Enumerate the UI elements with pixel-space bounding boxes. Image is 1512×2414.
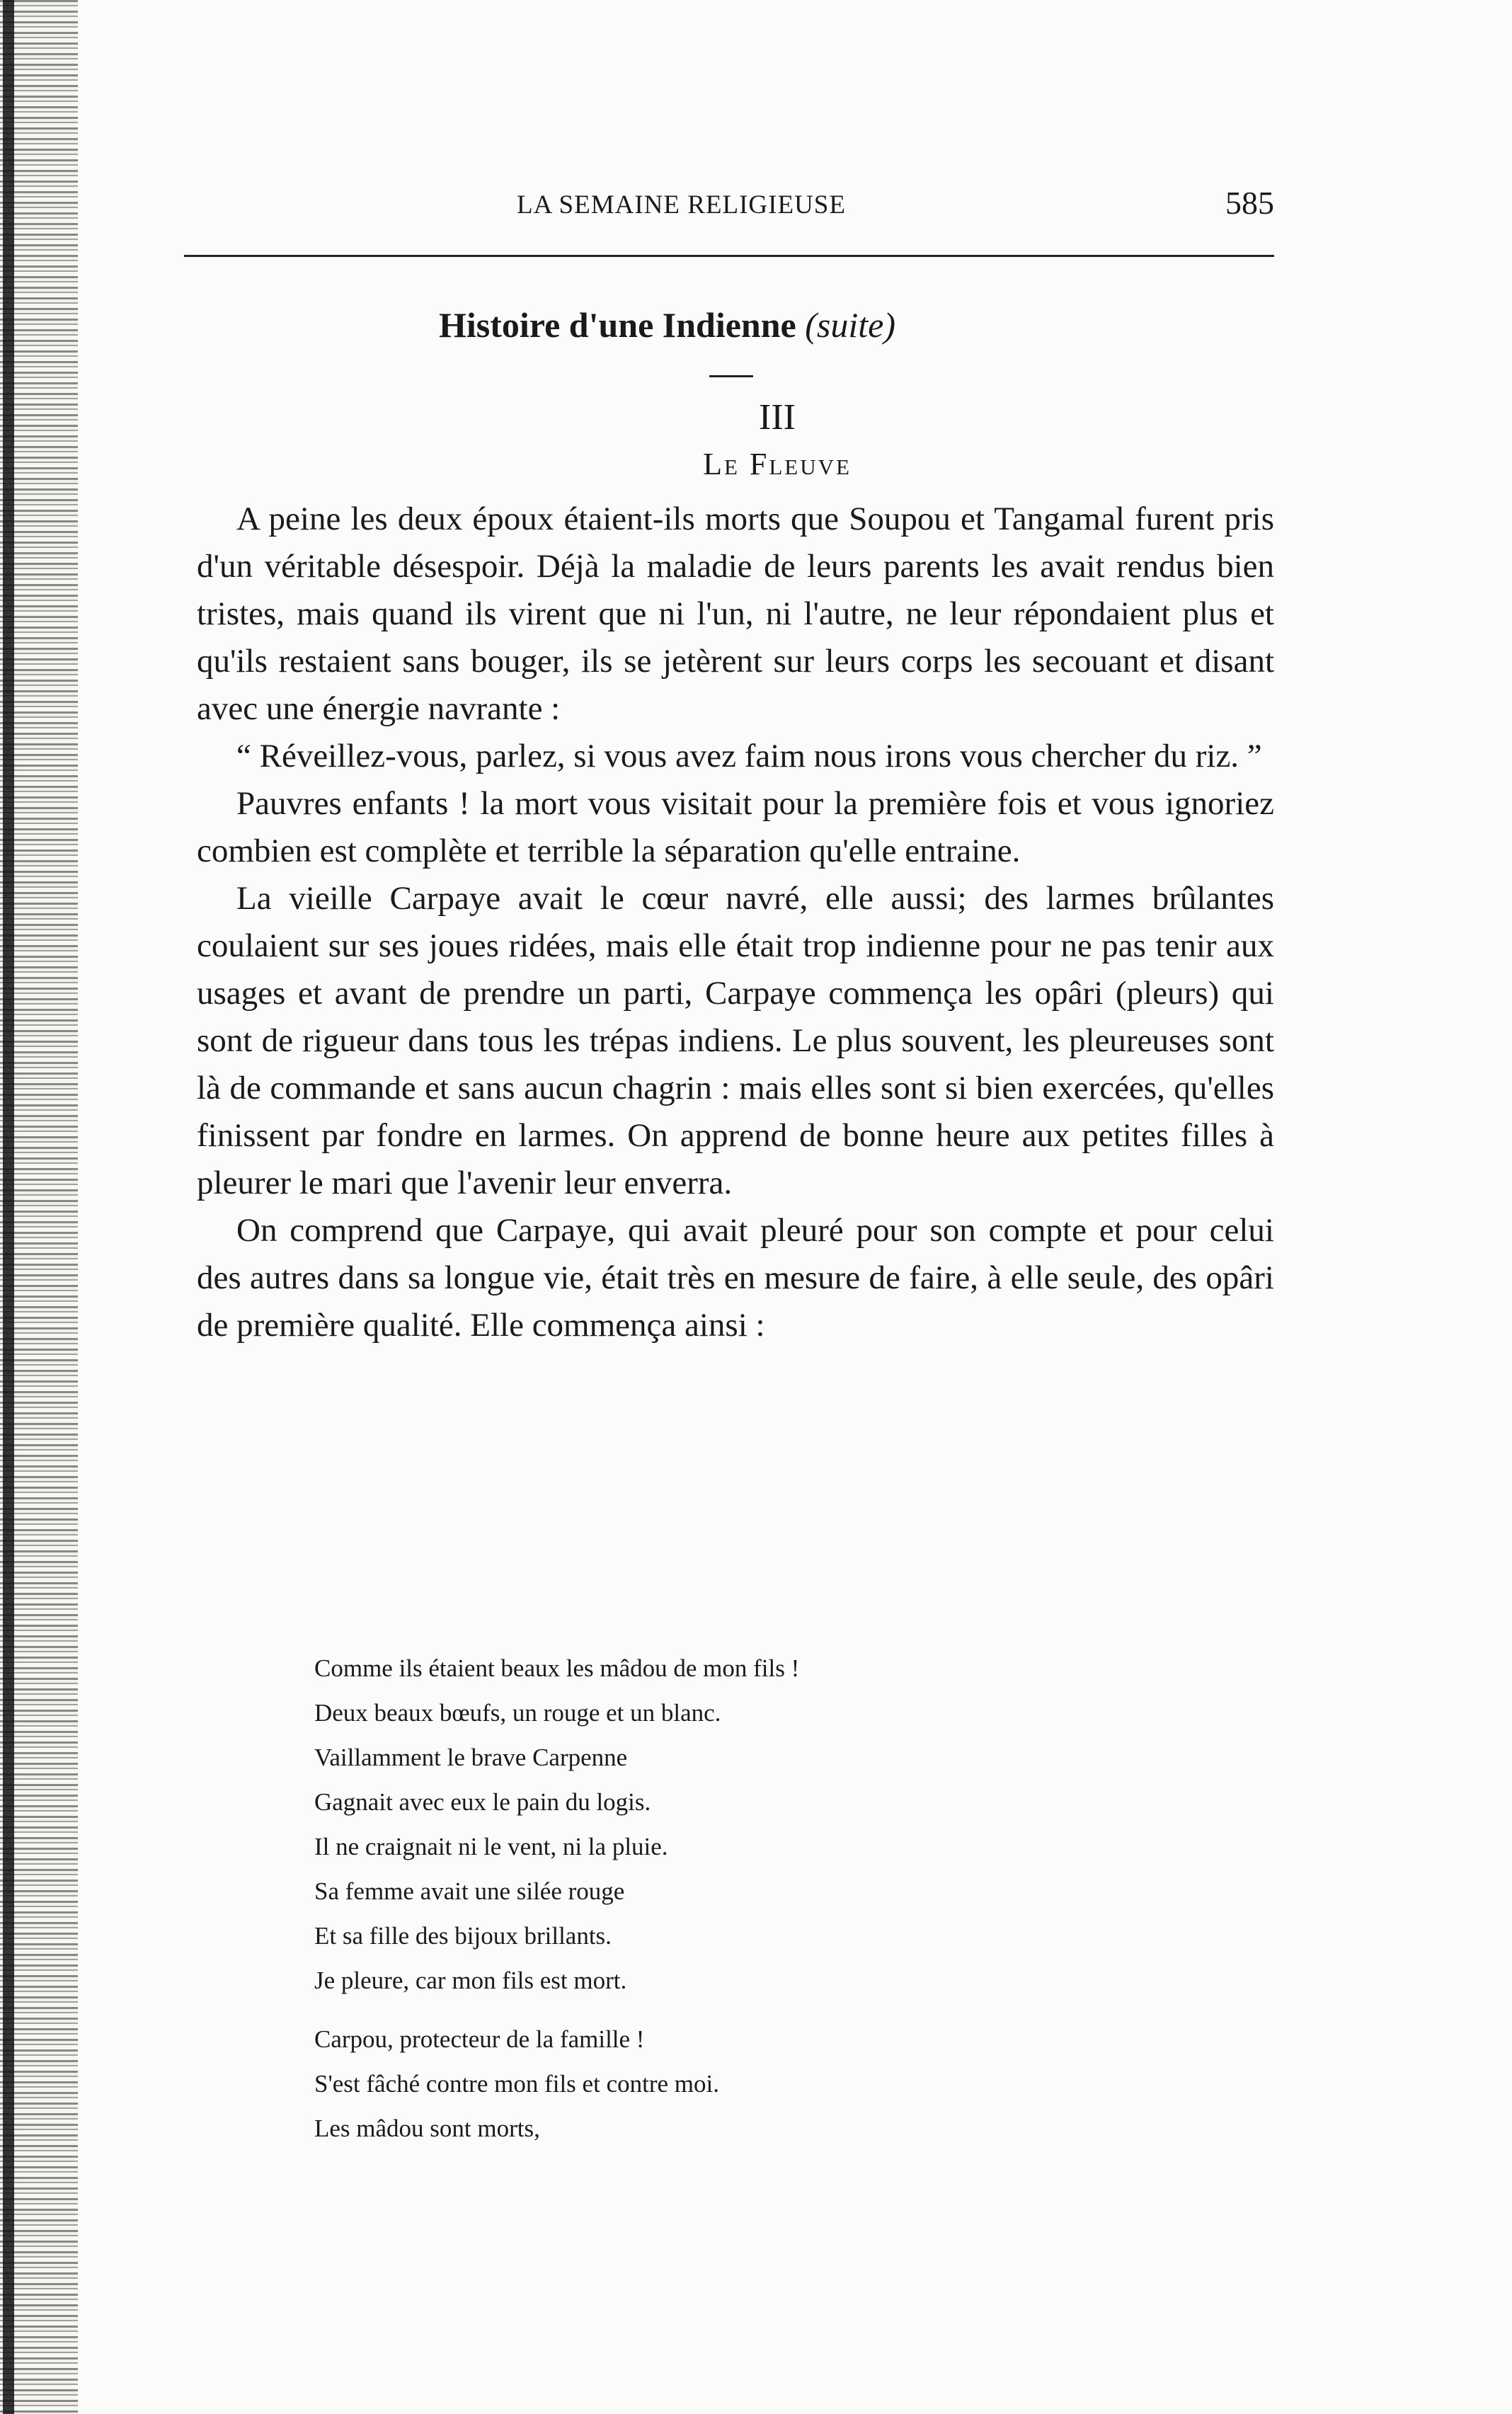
paragraph: “ Réveillez-vous, parlez, si vous avez faim nous irons vous chercher du riz. ” xyxy=(236,738,1262,774)
article-body xyxy=(197,496,1274,1349)
poem-line: Deux beaux bœufs, un rouge et un blanc. xyxy=(314,1699,721,1727)
poem-line: Vaillamment le brave Carpenne xyxy=(314,1744,628,1771)
article-title-text: Histoire d'une Indienne xyxy=(439,305,796,345)
paragraph: La vieille Carpaye avait le cœur navré, elle aussi; des larmes brûlantes coulaient sur ses joues ridées, mais elle était trop indienne pour ne pas tenir aux usages et avant de prendre un parti, Carpaye commença les opâri (pleurs) qui sont de rigueur dans tous les trépas indiens. Le plus souvent, les pleureuses sont là de commande et sans aucun chagrin : mais elles sont si bien exercées, qu'elles finissent par fondre en larmes. On apprend de bonne heure aux petites filles à pleurer le mari que l'avenir leur enverra. xyxy=(197,880,1274,1201)
poem-line: Carpou, protecteur de la famille ! xyxy=(314,2025,645,2053)
article-title-suffix: (suite) xyxy=(805,305,895,345)
section-dash xyxy=(709,375,753,377)
poem-stanza xyxy=(314,1646,1164,2003)
page-number: 585 xyxy=(1225,185,1274,221)
poem-line: Les mâdou sont morts, xyxy=(314,2115,540,2142)
binding-shadow xyxy=(3,0,14,2414)
poem-line: Comme ils étaient beaux les mâdou de mon fils ! xyxy=(314,1654,800,1682)
poem-line: Il ne craignait ni le vent, ni la pluie. xyxy=(314,1833,668,1860)
poem-line: Et sa fille des bijoux brillants. xyxy=(314,1922,612,1950)
article-title xyxy=(439,304,895,345)
poem-line: S'est fâché contre mon fils et contre moi. xyxy=(314,2070,719,2098)
poem-stanza xyxy=(314,2017,1164,2151)
poem-line: Je pleure, car mon fils est mort. xyxy=(314,1967,627,1994)
header-rule xyxy=(184,255,1274,257)
poem-line: Sa femme avait une silée rouge xyxy=(314,1877,625,1905)
section-title: Le Fleuve xyxy=(703,447,852,481)
poem-line: Gagnait avec eux le pain du logis. xyxy=(314,1788,651,1816)
journal-title: LA SEMAINE RELIGIEUSE xyxy=(517,190,846,219)
lament-poem xyxy=(314,1646,1164,2165)
section-numeral: III xyxy=(759,397,796,437)
running-header xyxy=(184,184,1274,234)
paragraph: On comprend que Carpaye, qui avait pleuré pour son compte et pour celui des autres dans sa longue vie, était très en mesure de faire, à elle seule, des opâri de première qualité. Elle commença ainsi : xyxy=(197,1212,1274,1344)
paragraph: Pauvres enfants ! la mort vous visitait pour la première fois et vous ignoriez combien est complète et terrible la séparation qu'elle entraine. xyxy=(197,785,1274,869)
paragraph: A peine les deux époux étaient-ils morts que Soupou et Tangamal furent pris d'un véritable désespoir. Déjà la maladie de leurs parents les avait rendus bien tristes, mais quand ils virent que ni l'un, ni l'autre, ne leur répondaient plus et qu'ils restaient sans bouger, ils se jetèrent sur leurs corps les secouant et disant avec une énergie navrante : xyxy=(197,500,1274,727)
